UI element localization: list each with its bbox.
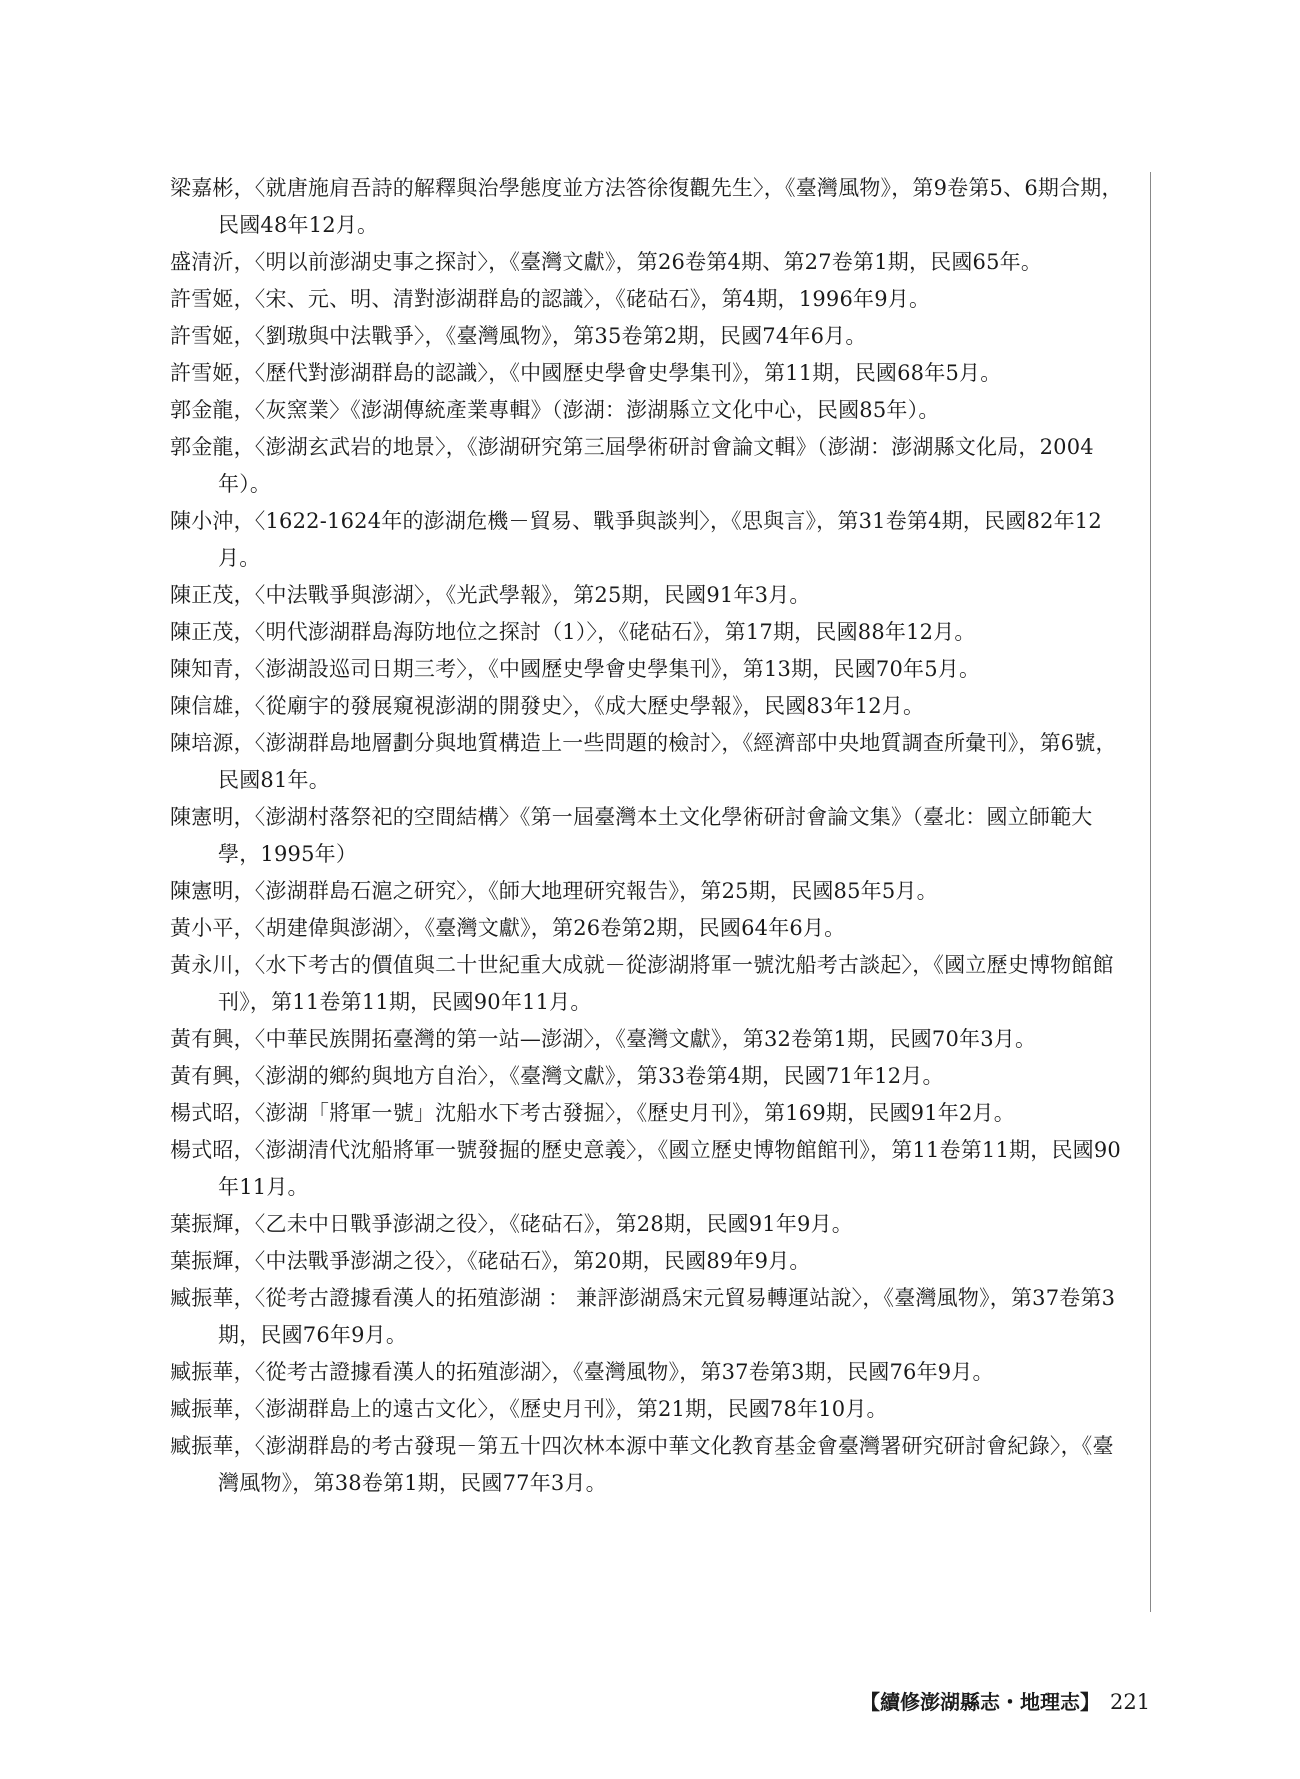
reference-entry: 楊式昭，〈澎湖清代沈船將軍一號發掘的歷史意義〉，《國立歷史博物館館刊》，第11卷第11期，民國90年11月。 [170,1138,1121,1199]
reference-entry: 郭金龍，〈灰窯業〉《澎湖傳統產業專輯》（澎湖：澎湖縣立文化中心，民國85年）。 [170,398,940,422]
reference-entry: 許雪姬，〈歷代對澎湖群島的認識〉，《中國歷史學會史學集刊》，第11期，民國68年5月。 [170,361,1002,385]
reference-entry: 盛清沂，〈明以前澎湖史事之探討〉，《臺灣文獻》，第26卷第4期、第27卷第1期，民國65年。 [170,250,1043,274]
reference-entry: 葉振輝，〈中法戰爭澎湖之役〉，《硓𥑮石》，第20期，民國89年9月。 [170,1249,811,1273]
reference-entry: 黃小平，〈胡建偉與澎湖〉，《臺灣文獻》，第26卷第2期，民國64年6月。 [170,916,846,940]
reference-entry: 陳正茂，〈明代澎湖群島海防地位之探討（1）〉，《硓𥑮石》，第17期，民國88年12月。 [170,620,976,644]
reference-entry: 郭金龍，〈澎湖玄武岩的地景〉，《澎湖研究第三屆學術研討會論文輯》（澎湖：澎湖縣文化局，2004年）。 [170,435,1094,496]
reference-entry: 臧振華，〈從考古證據看漢人的拓殖澎湖 ： 兼評澎湖爲宋元貿易轉運站說〉，《臺灣風物》，第37卷第3期，民國76年9月。 [170,1286,1116,1347]
reference-entry: 葉振輝，〈乙未中日戰爭澎湖之役〉，《硓𥑮石》，第28期，民國91年9月。 [170,1212,854,1236]
reference-entry: 許雪姬，〈劉璈與中法戰爭〉，《臺灣風物》，第35卷第2期，民國74年6月。 [170,324,867,348]
reference-entry: 許雪姬，〈宋、元、明、清對澎湖群島的認識〉，《硓𥑮石》，第4期，1996年9月。 [170,287,931,311]
reference-entry: 楊式昭，〈澎湖「將軍一號」沈船水下考古發掘〉，《歷史月刊》，第169期，民國91年2月。 [170,1101,1015,1125]
reference-entry: 梁嘉彬，〈就唐施肩吾詩的解釋與治學態度並方法答徐復觀先生〉，《臺灣風物》，第9卷第5、6期合期，民國48年12月。 [170,176,1123,237]
reference-entry: 陳憲明，〈澎湖群島石滬之研究〉，《師大地理研究報告》，第25期，民國85年5月。 [170,879,938,903]
page-number: 221 [1110,1690,1151,1714]
reference-entry: 黃有興，〈澎湖的鄉約與地方自治〉，《臺灣文獻》，第33卷第4期，民國71年12月。 [170,1064,944,1088]
page-footer [860,1686,1150,1715]
margin-rule [1150,172,1151,1612]
reference-entry: 黃有興，〈中華民族開拓臺灣的第一站—澎湖〉，《臺灣文獻》，第32卷第1期，民國70年3月。 [170,1027,1037,1051]
reference-entry: 陳正茂，〈中法戰爭與澎湖〉，《光武學報》，第25期，民國91年3月。 [170,583,811,607]
reference-entry: 臧振華，〈從考古證據看漢人的拓殖澎湖〉，《臺灣風物》，第37卷第3期，民國76年9月。 [170,1360,994,1384]
reference-list [170,170,1134,1502]
reference-entry: 陳憲明，〈澎湖村落祭祀的空間結構〉《第一屆臺灣本土文化學術研討會論文集》（臺北：國立師範大學，1995年） [170,805,1093,866]
reference-entry: 臧振華，〈澎湖群島的考古發現－第五十四次林本源中華文化教育基金會臺灣署研究研討會紀錄〉，《臺灣風物》，第38卷第1期，民國77年3月。 [170,1434,1114,1495]
running-title: 【續修澎湖縣志・地理志】 [860,1690,1100,1714]
reference-entry: 陳知青，〈澎湖設巡司日期三考〉，《中國歷史學會史學集刊》，第13期，民國70年5月。 [170,657,981,681]
reference-entry: 陳信雄，〈從廟宇的發展窺視澎湖的開發史〉，《成大歷史學報》，民國83年12月。 [170,694,925,718]
reference-entry: 黃永川，〈水下考古的價值與二十世紀重大成就－從澎湖將軍一號沈船考古談起〉，《國立歷史博物館館刊》，第11卷第11期，民國90年11月。 [170,953,1114,1014]
reference-entry: 陳培源，〈澎湖群島地層劃分與地質構造上一些問題的檢討〉，《經濟部中央地質調查所彙刊》，第6號，民國81年。 [170,731,1117,792]
reference-entry: 臧振華，〈澎湖群島上的遠古文化〉，《歷史月刊》，第21期，民國78年10月。 [170,1397,888,1421]
reference-entry: 陳小沖，〈1622-1624年的澎湖危機－貿易、戰爭與談判〉，《思與言》，第31卷第4期，民國82年12月。 [170,509,1102,570]
